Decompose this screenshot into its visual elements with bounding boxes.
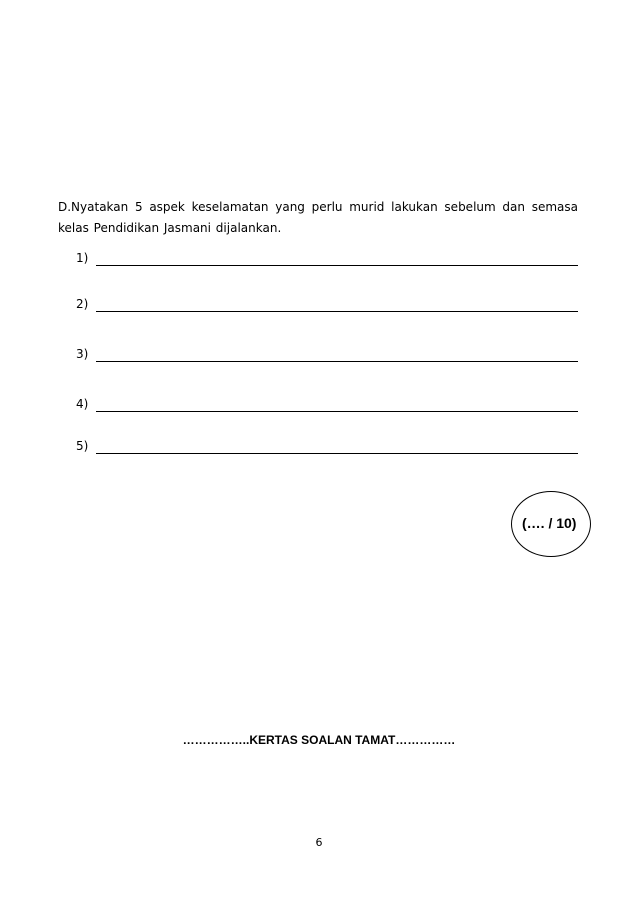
answer-line-2[interactable] bbox=[76, 296, 578, 312]
answer-number: 4) bbox=[76, 397, 89, 411]
answer-line-4[interactable] bbox=[76, 396, 578, 412]
score-text: (…. / 10) bbox=[522, 515, 577, 531]
answer-number: 1) bbox=[76, 251, 89, 265]
answer-rule bbox=[96, 265, 578, 266]
answer-rule bbox=[96, 411, 578, 412]
question-text: D.Nyatakan 5 aspek keselamatan yang perlu murid lakukan sebelum dan semasa kelas Pendidikan Jasmani dijalankan. bbox=[58, 200, 578, 235]
answer-rule bbox=[96, 361, 578, 362]
answer-rule bbox=[96, 311, 578, 312]
answer-number: 5) bbox=[76, 439, 89, 453]
answer-number: 2) bbox=[76, 297, 89, 311]
answer-number: 3) bbox=[76, 347, 89, 361]
page-number: 6 bbox=[315, 836, 323, 849]
answer-line-5[interactable] bbox=[76, 438, 578, 454]
answer-rule bbox=[96, 453, 578, 454]
answer-line-3[interactable] bbox=[76, 346, 578, 362]
answer-line-1[interactable] bbox=[76, 250, 578, 266]
end-of-paper-text: ……………..KERTAS SOALAN TAMAT…………… bbox=[182, 733, 456, 747]
